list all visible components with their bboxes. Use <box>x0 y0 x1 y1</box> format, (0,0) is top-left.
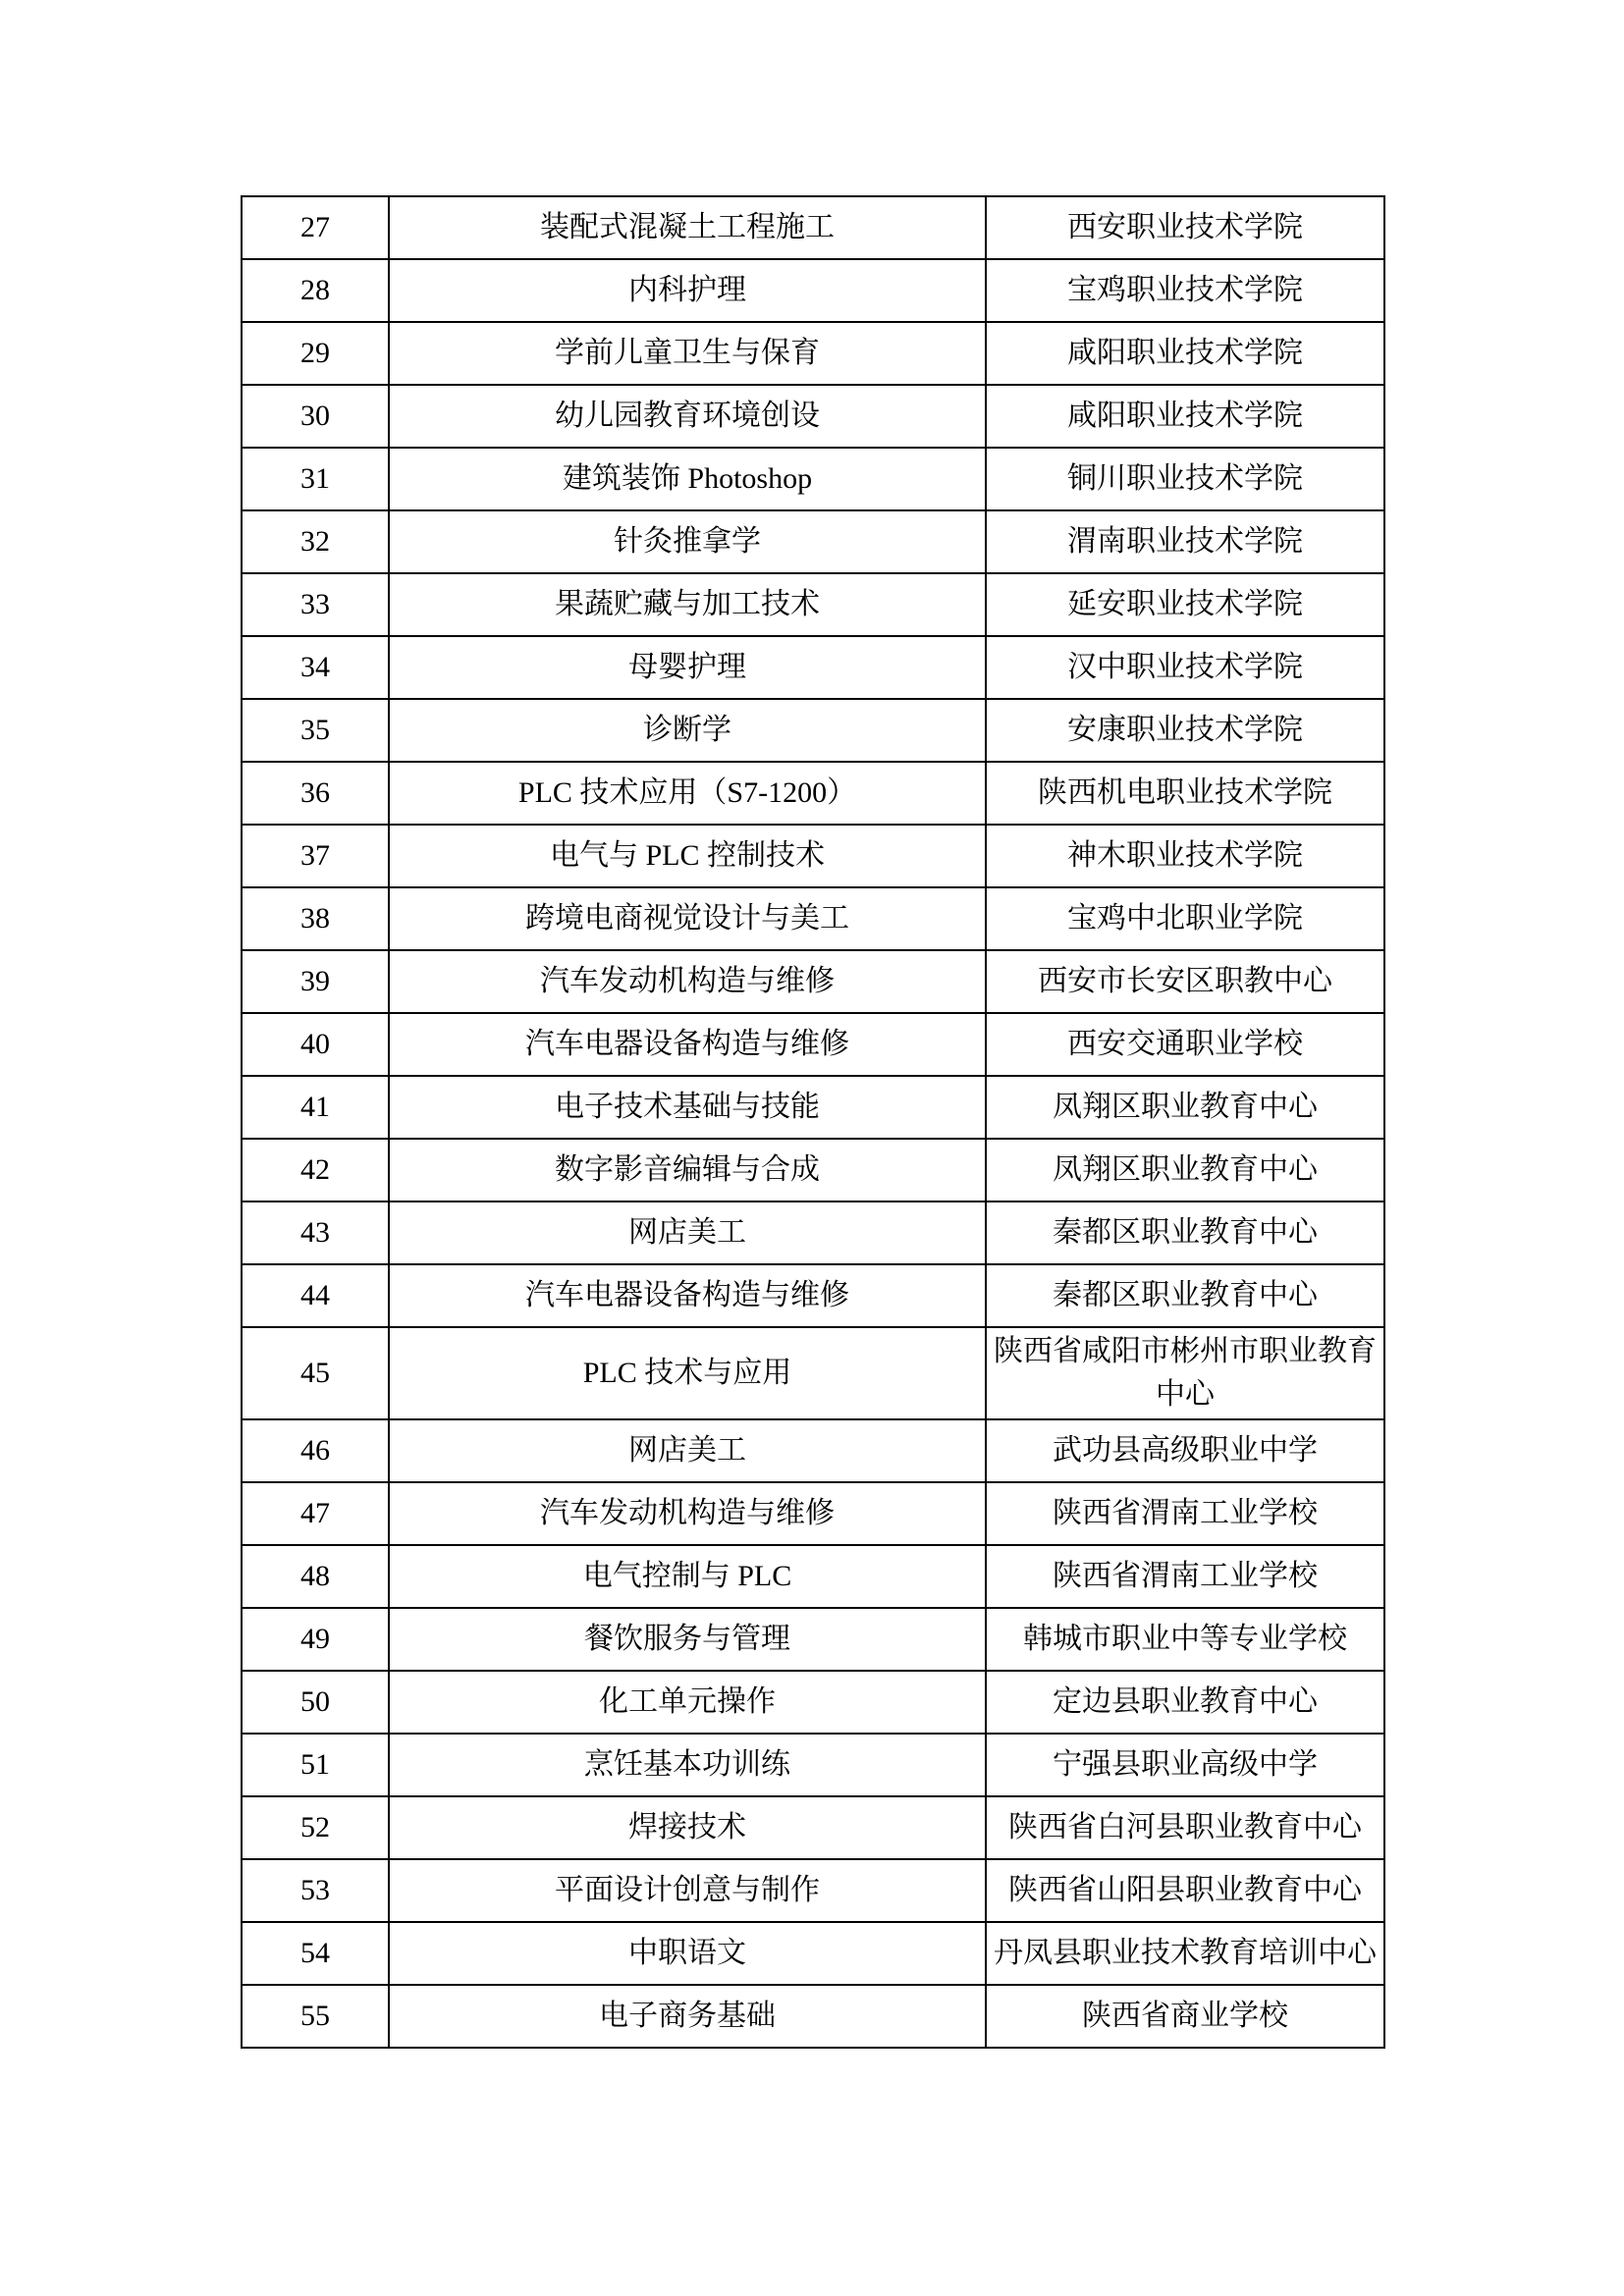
table-row <box>242 1985 1384 2048</box>
course-name-cell: 装配式混凝土工程施工 <box>389 196 986 259</box>
row-number-cell: 49 <box>242 1608 389 1671</box>
school-name-cell: 秦都区职业教育中心 <box>986 1201 1384 1264</box>
course-name-cell: PLC 技术应用（S7-1200） <box>389 762 986 825</box>
school-name-cell: 神木职业技术学院 <box>986 825 1384 887</box>
table-row <box>242 1796 1384 1859</box>
row-number-cell: 52 <box>242 1796 389 1859</box>
table-row <box>242 510 1384 573</box>
course-name-cell: 跨境电商视觉设计与美工 <box>389 887 986 950</box>
row-number-cell: 37 <box>242 825 389 887</box>
row-number-cell: 36 <box>242 762 389 825</box>
school-name-cell: 宝鸡职业技术学院 <box>986 259 1384 322</box>
table-row <box>242 448 1384 510</box>
row-number-cell: 27 <box>242 196 389 259</box>
school-name-cell: 宝鸡中北职业学院 <box>986 887 1384 950</box>
course-name-cell: 建筑装饰 Photoshop <box>389 448 986 510</box>
table-row <box>242 950 1384 1013</box>
school-name-cell: 武功县高级职业中学 <box>986 1419 1384 1482</box>
table-row <box>242 825 1384 887</box>
school-name-cell: 陕西省山阳县职业教育中心 <box>986 1859 1384 1922</box>
row-number-cell: 40 <box>242 1013 389 1076</box>
table-row <box>242 573 1384 636</box>
row-number-cell: 44 <box>242 1264 389 1327</box>
row-number-cell: 28 <box>242 259 389 322</box>
course-name-cell: 母婴护理 <box>389 636 986 699</box>
school-name-cell: 丹凤县职业技术教育培训中心 <box>986 1922 1384 1985</box>
row-number-cell: 55 <box>242 1985 389 2048</box>
school-name-cell: 西安交通职业学校 <box>986 1013 1384 1076</box>
course-name-cell: 中职语文 <box>389 1922 986 1985</box>
course-name-cell: 果蔬贮藏与加工技术 <box>389 573 986 636</box>
row-number-cell: 30 <box>242 385 389 448</box>
course-name-cell: 内科护理 <box>389 259 986 322</box>
course-name-cell: 汽车电器设备构造与维修 <box>389 1264 986 1327</box>
school-name-cell: 宁强县职业高级中学 <box>986 1734 1384 1796</box>
table-row <box>242 1859 1384 1922</box>
course-name-cell: 网店美工 <box>389 1419 986 1482</box>
course-name-cell: 汽车发动机构造与维修 <box>389 950 986 1013</box>
row-number-cell: 54 <box>242 1922 389 1985</box>
table-row <box>242 636 1384 699</box>
row-number-cell: 47 <box>242 1482 389 1545</box>
school-name-cell: 秦都区职业教育中心 <box>986 1264 1384 1327</box>
table-row <box>242 196 1384 259</box>
course-name-cell: 诊断学 <box>389 699 986 762</box>
course-name-cell: 学前儿童卫生与保育 <box>389 322 986 385</box>
table-row <box>242 1671 1384 1734</box>
course-name-cell: 幼儿园教育环境创设 <box>389 385 986 448</box>
school-name-cell: 铜川职业技术学院 <box>986 448 1384 510</box>
school-name-cell: 咸阳职业技术学院 <box>986 385 1384 448</box>
row-number-cell: 32 <box>242 510 389 573</box>
course-name-cell: PLC 技术与应用 <box>389 1327 986 1419</box>
school-name-cell: 陕西省白河县职业教育中心 <box>986 1796 1384 1859</box>
row-number-cell: 31 <box>242 448 389 510</box>
table-row <box>242 1264 1384 1327</box>
course-name-cell: 烹饪基本功训练 <box>389 1734 986 1796</box>
row-number-cell: 38 <box>242 887 389 950</box>
course-name-cell: 汽车发动机构造与维修 <box>389 1482 986 1545</box>
school-name-cell: 陕西省渭南工业学校 <box>986 1482 1384 1545</box>
course-name-cell: 电气控制与 PLC <box>389 1545 986 1608</box>
school-name-cell: 延安职业技术学院 <box>986 573 1384 636</box>
course-name-cell: 电子商务基础 <box>389 1985 986 2048</box>
course-name-cell: 焊接技术 <box>389 1796 986 1859</box>
row-number-cell: 46 <box>242 1419 389 1482</box>
row-number-cell: 48 <box>242 1545 389 1608</box>
row-number-cell: 43 <box>242 1201 389 1264</box>
course-name-cell: 电子技术基础与技能 <box>389 1076 986 1139</box>
course-name-cell: 数字影音编辑与合成 <box>389 1139 986 1201</box>
course-name-cell: 网店美工 <box>389 1201 986 1264</box>
school-name-cell: 定边县职业教育中心 <box>986 1671 1384 1734</box>
row-number-cell: 39 <box>242 950 389 1013</box>
course-name-cell: 针灸推拿学 <box>389 510 986 573</box>
school-name-cell: 安康职业技术学院 <box>986 699 1384 762</box>
course-name-cell: 汽车电器设备构造与维修 <box>389 1013 986 1076</box>
row-number-cell: 42 <box>242 1139 389 1201</box>
table-row <box>242 1419 1384 1482</box>
table-row <box>242 762 1384 825</box>
course-name-cell: 化工单元操作 <box>389 1671 986 1734</box>
school-name-cell: 渭南职业技术学院 <box>986 510 1384 573</box>
school-name-cell: 韩城市职业中等专业学校 <box>986 1608 1384 1671</box>
table-row <box>242 322 1384 385</box>
course-name-cell: 平面设计创意与制作 <box>389 1859 986 1922</box>
row-number-cell: 33 <box>242 573 389 636</box>
row-number-cell: 50 <box>242 1671 389 1734</box>
school-name-cell: 西安市长安区职教中心 <box>986 950 1384 1013</box>
school-name-cell: 咸阳职业技术学院 <box>986 322 1384 385</box>
school-name-cell: 陕西机电职业技术学院 <box>986 762 1384 825</box>
row-number-cell: 34 <box>242 636 389 699</box>
row-number-cell: 29 <box>242 322 389 385</box>
table-row <box>242 887 1384 950</box>
courses-table-body <box>242 196 1384 2048</box>
table-row <box>242 1013 1384 1076</box>
school-name-cell: 凤翔区职业教育中心 <box>986 1139 1384 1201</box>
table-row <box>242 385 1384 448</box>
school-name-cell: 陕西省商业学校 <box>986 1985 1384 2048</box>
row-number-cell: 41 <box>242 1076 389 1139</box>
table-row <box>242 1327 1384 1419</box>
row-number-cell: 45 <box>242 1327 389 1419</box>
school-name-cell: 西安职业技术学院 <box>986 196 1384 259</box>
school-name-cell: 凤翔区职业教育中心 <box>986 1076 1384 1139</box>
table-row <box>242 1482 1384 1545</box>
table-row <box>242 699 1384 762</box>
table-row <box>242 1076 1384 1139</box>
school-name-cell: 汉中职业技术学院 <box>986 636 1384 699</box>
table-row <box>242 1139 1384 1201</box>
school-name-cell: 陕西省咸阳市彬州市职业教育中心 <box>986 1327 1384 1419</box>
table-row <box>242 1545 1384 1608</box>
courses-table <box>241 195 1385 2049</box>
row-number-cell: 35 <box>242 699 389 762</box>
table-row <box>242 259 1384 322</box>
school-name-cell: 陕西省渭南工业学校 <box>986 1545 1384 1608</box>
table-row <box>242 1922 1384 1985</box>
course-name-cell: 餐饮服务与管理 <box>389 1608 986 1671</box>
table-row <box>242 1608 1384 1671</box>
table-row <box>242 1734 1384 1796</box>
row-number-cell: 53 <box>242 1859 389 1922</box>
table-row <box>242 1201 1384 1264</box>
row-number-cell: 51 <box>242 1734 389 1796</box>
course-name-cell: 电气与 PLC 控制技术 <box>389 825 986 887</box>
